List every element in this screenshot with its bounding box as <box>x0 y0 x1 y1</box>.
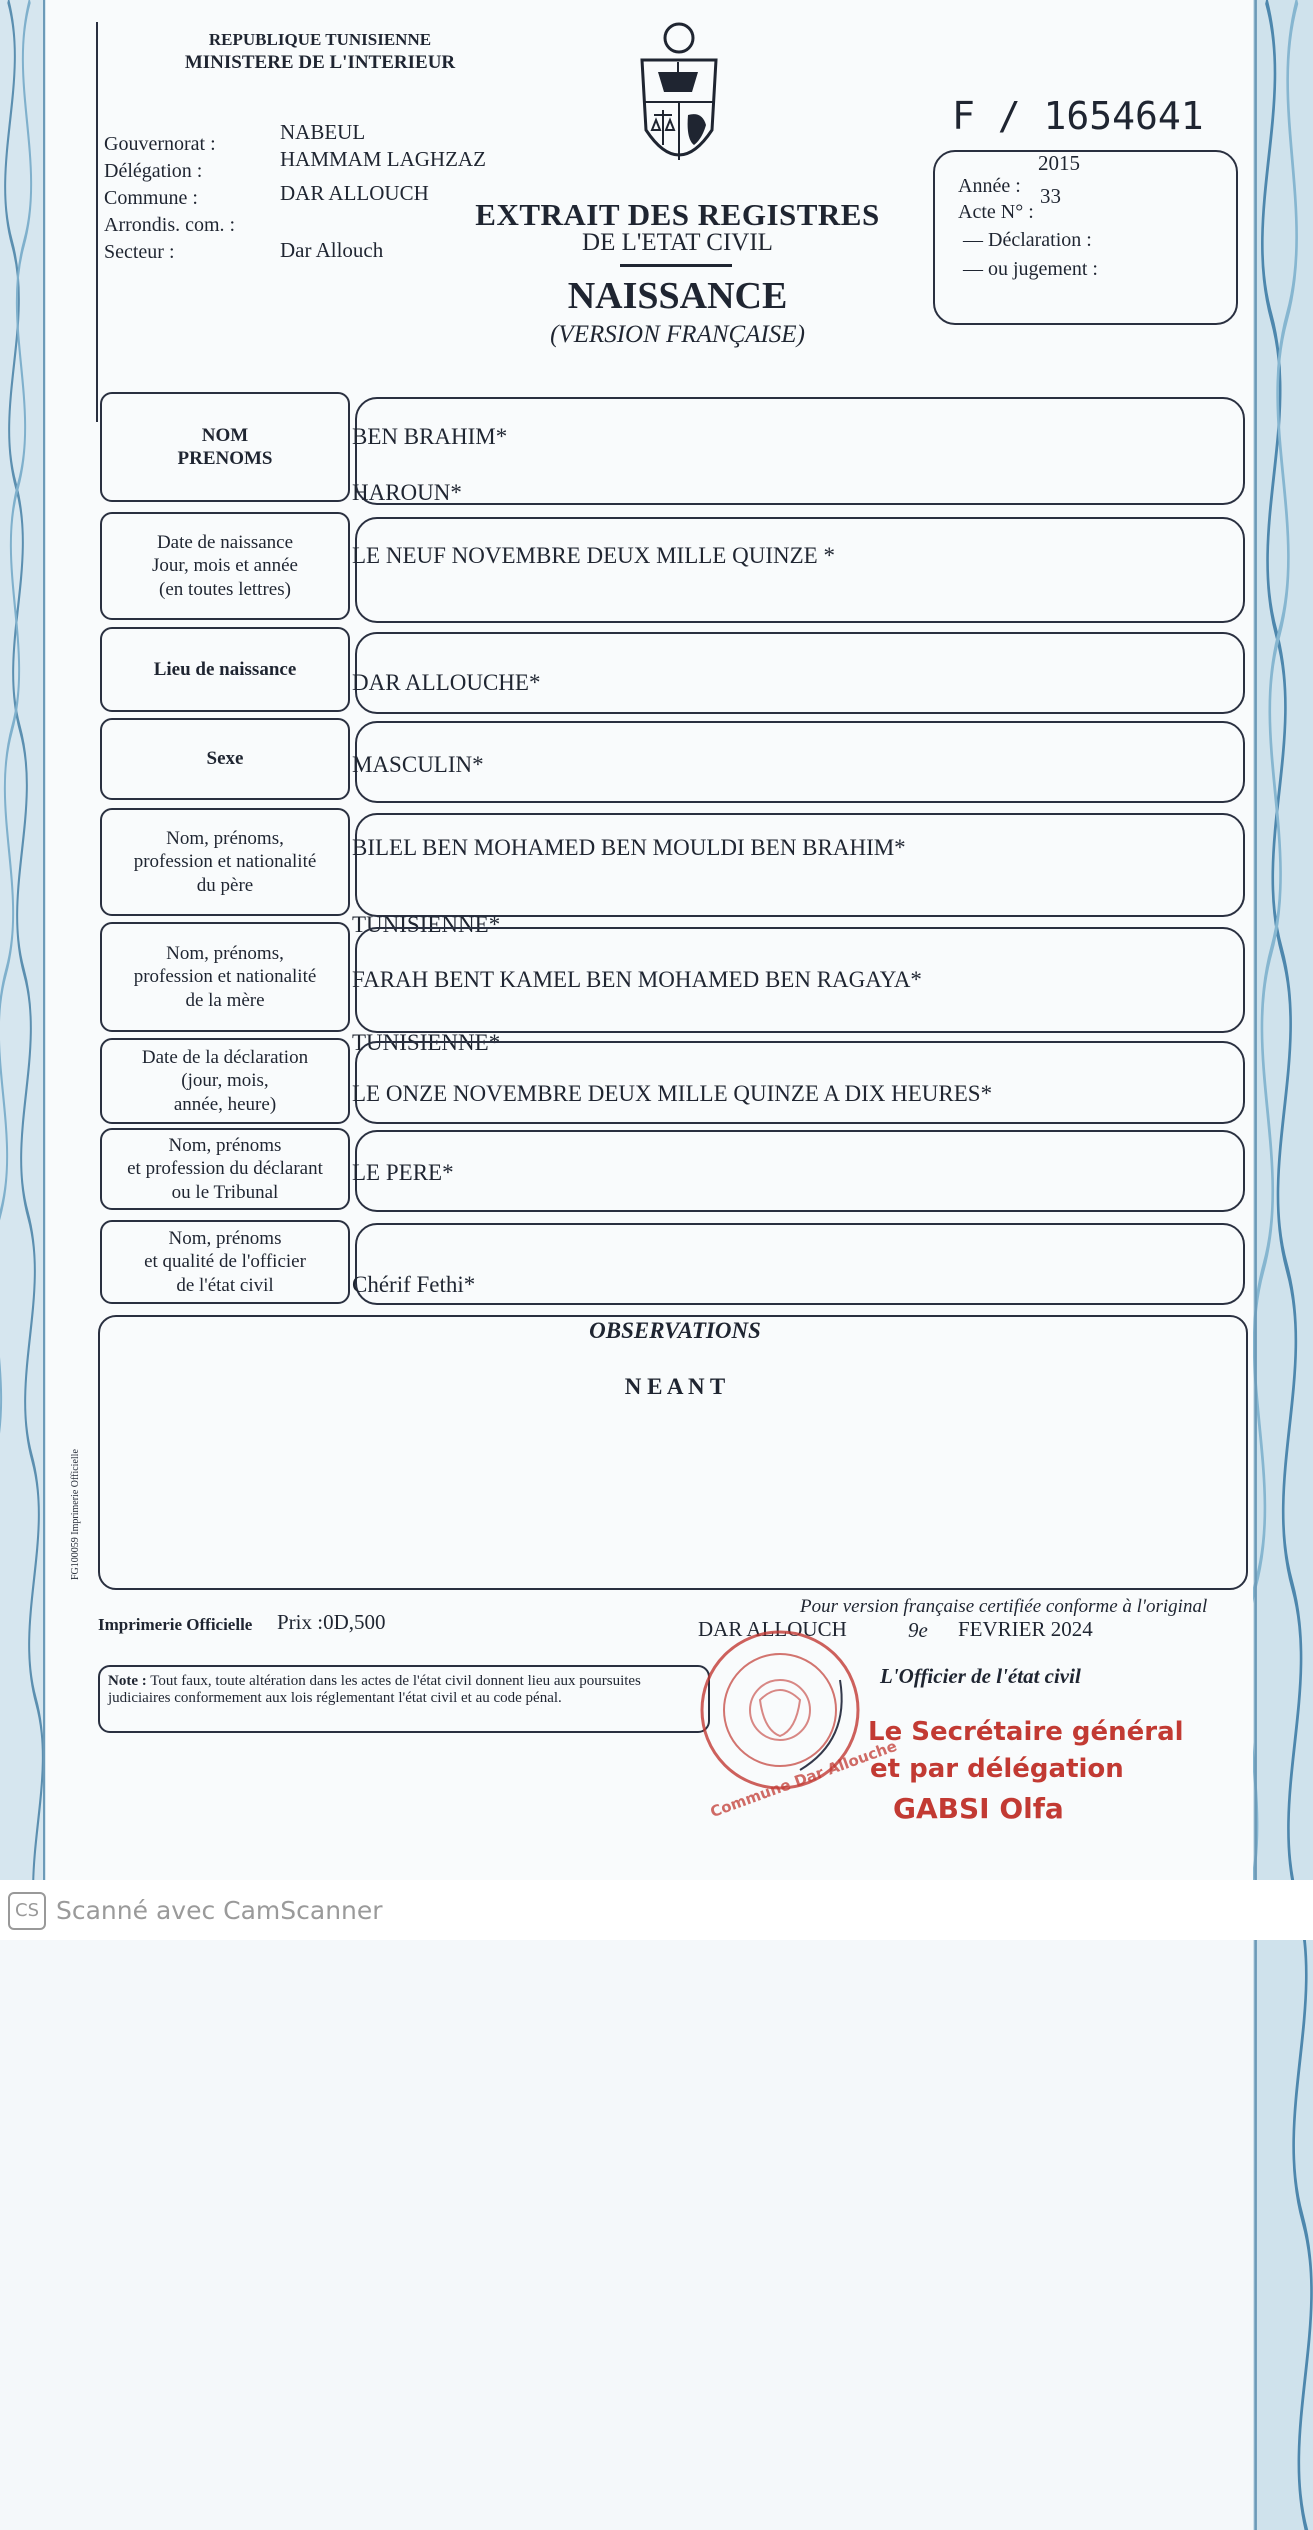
date-label: FEVRIER 2024 <box>958 1617 1093 1641</box>
note-text: Tout faux, toute altération dans les actes de l'état civil donnent lieu aux poursuites judiciaires conformement aux lois réglementant l'état civil et au code pénal. <box>108 1673 641 1706</box>
document-subtitle: DE L'ETAT CIVIL <box>582 229 773 256</box>
note-label: Note : <box>108 1673 147 1689</box>
republic-label: REPUBLIQUE TUNISIENNE <box>208 30 432 49</box>
mere-value: FARAH BENT KAMEL BEN MOHAMED BEN RAGAYA* <box>352 967 922 992</box>
prenom-value: HAROUN* <box>352 480 462 505</box>
lieu-naissance-value: DAR ALLOUCHE* <box>352 670 541 695</box>
commune-value: DAR ALLOUCH <box>280 181 429 205</box>
observations-box <box>98 1315 1248 1590</box>
field-value-box <box>355 397 1245 505</box>
acte-number-label: Acte N° : <box>958 201 1034 223</box>
right-guilloche-border <box>1253 0 1313 2530</box>
serial-number: F / 1654641 <box>952 94 1204 138</box>
stamp-line1: Le Secrétaire général <box>868 1717 1184 1747</box>
camscanner-text: Scanné avec CamScanner <box>56 1896 383 1925</box>
ministry-label: MINISTERE DE L'INTERIEUR <box>184 52 456 73</box>
field-label: Sexe <box>100 718 350 800</box>
secteur-label: Secteur : <box>104 241 175 263</box>
document-title: EXTRAIT DES REGISTRES <box>475 197 880 232</box>
price-label: Prix :0D,500 <box>277 1610 386 1634</box>
imprimerie-label: Imprimerie Officielle <box>98 1615 253 1634</box>
pere-value: BILEL BEN MOHAMED BEN MOULDI BEN BRAHIM* <box>352 835 906 860</box>
note-box <box>98 1665 710 1733</box>
field-label: Date de naissance Jour, mois et année (en toutes lettres) <box>100 512 350 620</box>
field-value-box <box>355 1223 1245 1305</box>
stamp-line2: et par délégation <box>870 1754 1124 1784</box>
field-label: Nom, prénoms, profession et nationalité du père <box>100 808 350 916</box>
field-value-box <box>355 1130 1245 1212</box>
date-naissance-value: LE NEUF NOVEMBRE DEUX MILLE QUINZE * <box>352 543 835 568</box>
stamp-line3: GABSI Olfa <box>893 1792 1064 1825</box>
field-label: Nom, prénoms et qualité de l'officier de l'état civil <box>100 1220 350 1304</box>
declaration-label: — Déclaration : <box>963 229 1092 251</box>
delegation-label: Délégation : <box>104 160 203 182</box>
field-label: Nom, prénoms et profession du déclarant ou le Tribunal <box>100 1128 350 1210</box>
left-guilloche-border <box>0 0 46 1940</box>
gouvernorat-label: Gouvernorat : <box>104 133 216 155</box>
observations-value: N E A N T <box>624 1374 726 1399</box>
acte-number-value: 33 <box>1040 184 1061 208</box>
acte-year-value: 2015 <box>1038 151 1080 175</box>
sexe-value: MASCULIN* <box>352 752 484 777</box>
field-value-box <box>355 517 1245 623</box>
field-label: Lieu de naissance <box>100 627 350 712</box>
camscanner-badge-icon: CS <box>8 1892 46 1930</box>
mere-nationalite-value: TUNISIENNE* <box>352 1030 501 1055</box>
officer-title: L'Officier de l'état civil <box>880 1664 1081 1688</box>
secteur-value: Dar Allouch <box>280 238 384 262</box>
nom-value: BEN BRAHIM* <box>352 424 508 449</box>
field-label: NOM PRENOMS <box>100 392 350 502</box>
field-value-box <box>355 721 1245 803</box>
officier-value: Chérif Fethi* <box>352 1272 476 1297</box>
field-value-box <box>355 813 1245 917</box>
gouvernorat-value: NABEUL <box>280 120 366 144</box>
pere-nationalite-value: TUNISIENNE* <box>352 912 501 937</box>
delegation-value: HAMMAM LAGHZAZ <box>280 147 486 171</box>
observations-title: OBSERVATIONS <box>589 1318 761 1343</box>
field-label: Date de la déclaration (jour, mois, année, heure) <box>100 1038 350 1124</box>
acte-year-label: Année : <box>958 175 1021 197</box>
certified-label: Pour version française certifiée conforme à l'original <box>800 1596 1208 1617</box>
title-underline <box>620 264 732 267</box>
commune-label: Commune : <box>104 187 198 209</box>
jugement-label: — ou jugement : <box>963 258 1098 280</box>
field-label: Nom, prénoms, profession et nationalité de la mère <box>100 922 350 1032</box>
day-label: 9e <box>908 1618 928 1642</box>
seal-text: Commune Dar Allouche <box>707 1736 900 1822</box>
declarant-value: LE PERE* <box>352 1160 454 1185</box>
declaration-date-value: LE ONZE NOVEMBRE DEUX MILLE QUINZE A DIX HEURES* <box>352 1081 993 1106</box>
arrondissement-label: Arrondis. com. : <box>104 214 236 236</box>
place-label: DAR ALLOUCH <box>698 1617 847 1641</box>
coat-of-arms-icon <box>628 20 730 182</box>
naissance-title: NAISSANCE <box>567 275 788 317</box>
version-label: (VERSION FRANÇAISE) <box>550 321 805 348</box>
side-printer-code: FG100059 Imprimerie Officielle <box>70 1449 81 1580</box>
margin-rule <box>96 22 98 422</box>
